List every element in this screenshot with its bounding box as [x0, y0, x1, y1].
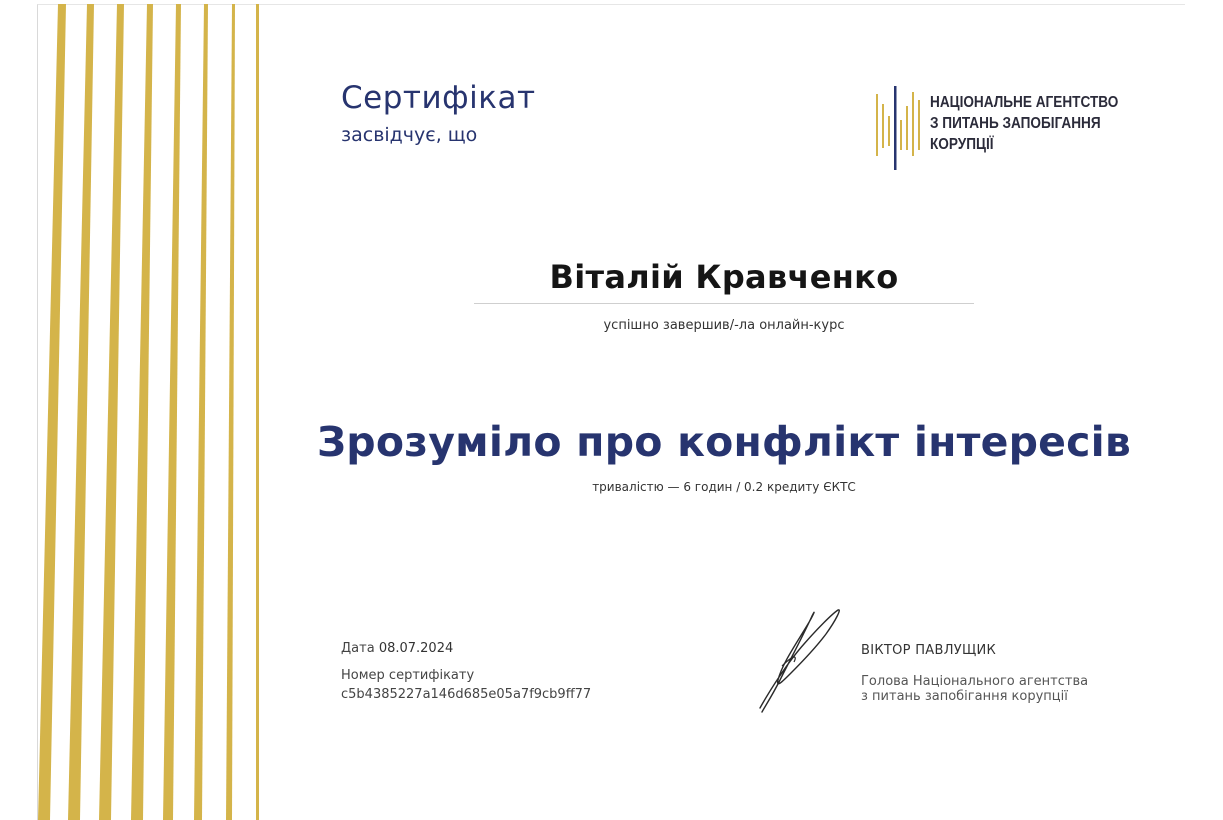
- gold-stripe: [163, 4, 181, 820]
- logo-text-line: НАЦІОНАЛЬНЕ АГЕНТСТВО: [930, 94, 1119, 111]
- signatory-role-line: з питань запобігання корупції: [861, 689, 1068, 704]
- signatory-name: ВІКТОР ПАВЛУЩИК: [861, 643, 997, 658]
- gold-stripe: [38, 4, 66, 820]
- gold-stripe: [194, 4, 208, 820]
- organization-logo: [873, 86, 1123, 172]
- date-label: Дата: [341, 641, 375, 656]
- name-underline: [474, 303, 974, 304]
- gold-stripe: [99, 4, 124, 820]
- logo-text-line: З ПИТАНЬ ЗАПОБІГАННЯ: [930, 115, 1101, 132]
- certificate-subtitle: засвідчує, що: [341, 124, 478, 146]
- signatory-role: [861, 674, 1121, 704]
- certificate-number-value: c5b4385227a146d685e05a7f9cb9ff77: [341, 687, 592, 702]
- recipient-name: Віталій Кравченко: [549, 258, 899, 296]
- date-value: 08.07.2024: [378, 641, 454, 656]
- course-duration: тривалістю — 6 годин / 0.2 кредиту ЄКТС: [592, 480, 856, 494]
- signatory-role-line: Голова Національного агентства: [861, 674, 1089, 689]
- gold-stripes-decoration: [0, 0, 270, 820]
- logo-bars-icon: [873, 86, 925, 172]
- handwritten-signature: [752, 604, 852, 716]
- completion-text: успішно завершив/-ла онлайн-курс: [603, 318, 845, 333]
- logo-text-line: КОРУПЦІЇ: [930, 136, 994, 153]
- gold-stripe: [226, 4, 235, 820]
- gold-stripe: [131, 4, 153, 820]
- course-title: Зрозуміло про конфлікт інтересів: [316, 418, 1132, 466]
- certificate-title: Сертифікат: [341, 80, 536, 116]
- date-row: [341, 641, 453, 656]
- gold-stripe: [68, 4, 94, 820]
- gold-vertical-line: [256, 4, 259, 820]
- certificate-number-label: Номер сертифікату: [341, 668, 475, 683]
- organization-name: [930, 92, 1118, 155]
